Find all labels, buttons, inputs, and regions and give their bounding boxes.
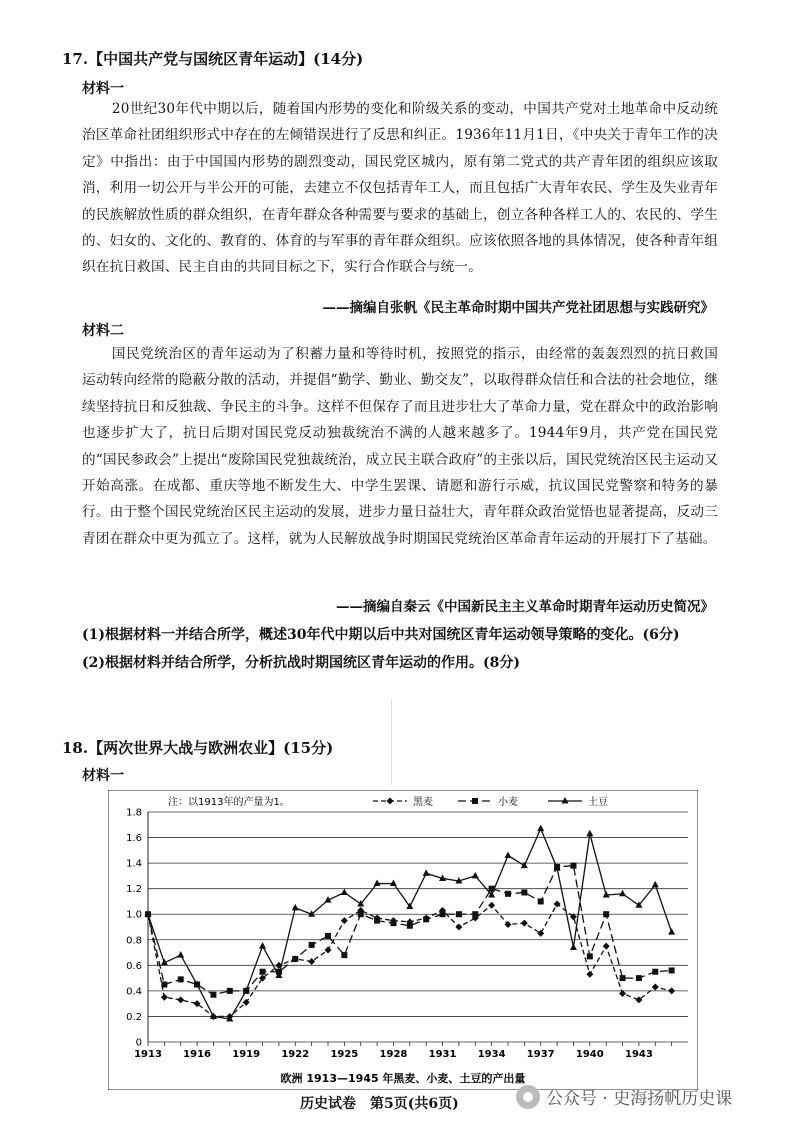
production-line-chart xyxy=(108,790,698,1090)
data-point xyxy=(325,933,331,939)
page-fold-line xyxy=(391,700,392,785)
data-point xyxy=(456,911,462,917)
q18-material1-label: 材料一 xyxy=(82,768,124,784)
data-point xyxy=(636,975,642,981)
x-tick-label: 1919 xyxy=(232,1049,261,1060)
x-tick-label: 1940 xyxy=(575,1049,604,1060)
x-tick-label: 1925 xyxy=(330,1049,359,1060)
data-point xyxy=(358,911,364,917)
data-point xyxy=(669,967,675,973)
data-point xyxy=(472,798,478,804)
y-tick-label: 1.8 xyxy=(126,807,142,819)
y-tick-label: 1.2 xyxy=(126,884,142,896)
x-tick-label: 1928 xyxy=(379,1049,408,1060)
data-point xyxy=(652,969,658,975)
data-point xyxy=(210,992,216,998)
q17-material2-label: 材料二 xyxy=(82,323,124,339)
question-17-title: 17.【中国共产党与国统区青年运动】(14分) xyxy=(62,50,364,68)
data-point xyxy=(587,953,593,959)
x-tick-label: 1943 xyxy=(624,1049,653,1060)
q17-material2-source: ——摘编自秦云《中国新民主主义革命时期青年运动历史简况》 xyxy=(336,599,714,615)
chart-caption: 欧洲 1913—1945 年黑麦、小麦、土豆的产出量 xyxy=(280,1072,526,1085)
y-tick-label: 1.6 xyxy=(126,833,142,845)
data-point xyxy=(341,952,347,958)
x-tick-label: 1913 xyxy=(134,1049,162,1060)
x-tick-label: 1922 xyxy=(281,1049,310,1060)
data-point xyxy=(260,969,266,975)
chart-note: 注：以1913年的产量为1。 xyxy=(168,797,290,808)
x-tick-label: 1916 xyxy=(183,1049,212,1060)
question-18-title: 18.【两次世界大战与欧洲农业】(15分) xyxy=(62,739,334,757)
y-tick-label: 0.6 xyxy=(126,960,142,972)
data-point xyxy=(423,916,429,922)
data-point xyxy=(374,918,380,924)
data-point xyxy=(620,975,626,981)
data-point xyxy=(440,911,446,917)
legend-label: 土豆 xyxy=(588,797,608,808)
wechat-icon xyxy=(516,1085,540,1109)
q17-subquestion-1: (1)根据材料一并结合所学，概述30年代中期以后中共对国统区青年运动领导策略的变化。(6分) xyxy=(82,627,680,643)
x-tick-label: 1931 xyxy=(428,1049,457,1060)
q17-material2-text: 国民党统治区的青年运动为了积蓄力量和等待时机，按照党的指示，由经常的轰轰烈烈的抗日救国运动转向经常的隐蔽分散的活动，并提倡“勤学、勤业、勤交友”，以取得群众信任和合法的社会地位，继续坚持抗日和反独裁、争民主的斗争。这样不但保存了而且进步壮大了革命力量，党在群众中的政治影响也逐步扩大了，抗日后期对国民党反动独裁统治不满的人越来越多了。1944年9月，共产党在国民党的“国民参政会”上提出“废除国民党独裁统治，成立民主联合政府”的主张以后，国民党统治区民主运动又开始高涨。在成都、重庆等地不断发生大、中学生罢课、请愿和游行示威，抗议国民党警察和特务的暴行。由于整个国民党统治区民主运动的发展，进步力量日益壮大，青年群众政治觉悟也显著提高，反动三青团在群众中更为孤立了。这样，就为人民解放战争时期国民党统治区革命青年运动的开展打下了基础。 xyxy=(82,346,718,547)
watermark xyxy=(516,1084,732,1109)
watermark-text: 公众号 · 史海扬帆历史课 xyxy=(546,1089,733,1109)
page-footer: 历史试卷 第5页(共6页) xyxy=(300,1096,459,1112)
data-point xyxy=(227,988,233,994)
legend-label: 小麦 xyxy=(498,797,518,808)
y-tick-label: 0 xyxy=(135,1037,142,1049)
data-point xyxy=(309,942,315,948)
data-point xyxy=(178,976,184,982)
y-tick-label: 0.2 xyxy=(126,1011,142,1023)
y-tick-label: 1.4 xyxy=(126,858,142,870)
data-point xyxy=(570,863,576,869)
data-point xyxy=(521,890,527,896)
data-point xyxy=(161,982,167,988)
data-point xyxy=(472,911,478,917)
q17-material1-text: 20世纪30年代中期以后，随着国内形势的变化和阶级关系的变动，中国共产党对土地革命中反动统治区革命社团组织形式中存在的左倾错误进行了反思和纠正。1936年11月1日，《中央关于青年工作的决定》中指出：由于中国国内形势的剧烈变动，国民党区城内，原有第二党式的共产青年团的组织应该取消，利用一切公开与半公开的可能，去建立不仅包括青年工人，而且包括广大青年农民、学生及失业青年的民族解放性质的群众组织，在青年群众各种需要与要求的基础上，创立各种各样工人的、农民的、学生的、妇女的、文化的、教育的、体育的与军事的青年群众组织。应该依照各地的具体情况，使各种青年组织在抗日救国、民主自由的共同目标之下，实行合作联合与统一。 xyxy=(82,101,718,276)
q17-subquestion-2: (2)根据材料并结合所学，分析抗战时期国统区青年运动的作用。(8分) xyxy=(82,655,520,671)
legend-label: 黑麦 xyxy=(413,797,433,808)
q17-material1-source: ——摘编自张帆《民主革命时期中国共产党社团思想与实践研究》 xyxy=(322,300,714,316)
data-point xyxy=(407,923,413,929)
x-tick-label: 1937 xyxy=(526,1049,555,1060)
data-point xyxy=(603,911,609,917)
y-tick-label: 0.8 xyxy=(126,935,142,947)
data-point xyxy=(390,920,396,926)
x-tick-label: 1934 xyxy=(477,1049,506,1060)
y-tick-label: 0.4 xyxy=(126,986,142,998)
data-point xyxy=(292,956,298,962)
q17-material1-label: 材料一 xyxy=(82,81,124,97)
y-tick-label: 1.0 xyxy=(126,909,142,921)
data-point xyxy=(538,898,544,904)
data-point xyxy=(505,891,511,897)
